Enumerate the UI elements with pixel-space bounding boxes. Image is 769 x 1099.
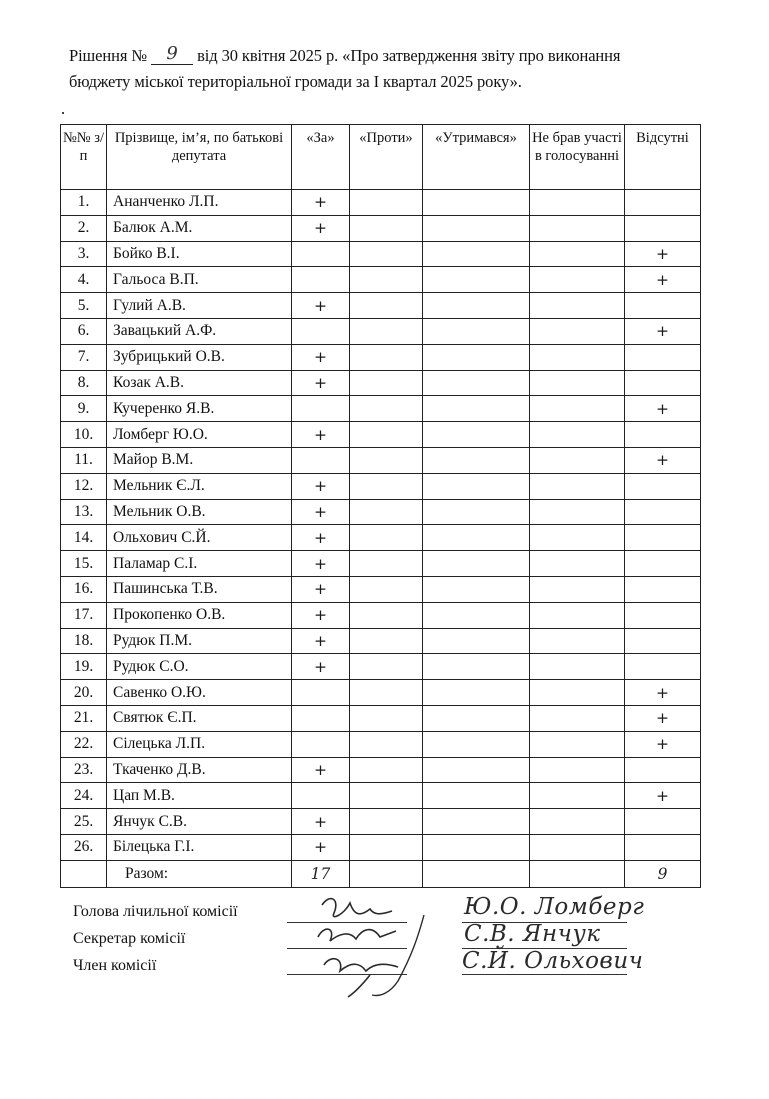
vote-abstain-mark [423, 809, 530, 835]
table-row [61, 705, 701, 731]
table-row [61, 551, 701, 577]
vote-for-mark: + [292, 654, 350, 680]
vote-against-mark [350, 576, 423, 602]
table-row [61, 344, 701, 370]
row-name: Гальоса В.П. [107, 267, 292, 293]
vote-against-mark [350, 318, 423, 344]
vote-abstain-mark [423, 628, 530, 654]
vote-for-mark [292, 241, 350, 267]
secretary-signature [318, 929, 396, 941]
vote-abstain-mark [423, 654, 530, 680]
vote-for-mark [292, 267, 350, 293]
row-name: Ткаченко Д.В. [107, 757, 292, 783]
header-against: «Проти» [350, 125, 423, 190]
member-label: Член комісії [73, 957, 157, 974]
vote-for-mark: + [292, 757, 350, 783]
vote-not-voted-mark [530, 602, 625, 628]
vote-for-mark: + [292, 834, 350, 860]
vote-against-mark [350, 267, 423, 293]
vote-abstain-mark [423, 344, 530, 370]
vote-against-mark [350, 834, 423, 860]
vote-not-voted-mark [530, 370, 625, 396]
vote-for-mark: + [292, 370, 350, 396]
total-for: 17 [292, 860, 350, 887]
row-number: 9. [61, 396, 107, 422]
vote-absent-mark [625, 190, 701, 216]
vote-abstain-mark [423, 370, 530, 396]
row-name: Рудюк П.М. [107, 628, 292, 654]
table-row [61, 499, 701, 525]
vote-not-voted-mark [530, 396, 625, 422]
row-name: Білецька Г.І. [107, 834, 292, 860]
vote-not-voted-mark [530, 293, 625, 319]
vote-against-mark [350, 705, 423, 731]
vote-for-mark [292, 783, 350, 809]
vote-abstain-mark [423, 680, 530, 706]
vote-for-mark: + [292, 628, 350, 654]
vote-abstain-mark [423, 215, 530, 241]
row-name: Зубрицький О.В. [107, 344, 292, 370]
row-name: Паламар С.І. [107, 551, 292, 577]
vote-for-mark [292, 318, 350, 344]
vote-abstain-mark [423, 473, 530, 499]
member-signature [324, 959, 398, 997]
vote-absent-mark: + [625, 318, 701, 344]
header-abstain: «Утримався» [423, 125, 530, 190]
voting-table [60, 124, 701, 888]
heading-line-1 [69, 43, 729, 69]
row-number: 8. [61, 370, 107, 396]
vote-abstain-mark [423, 705, 530, 731]
table-row [61, 267, 701, 293]
row-name: Святюк Є.П. [107, 705, 292, 731]
heading-line-2: бюджету міської територіальної громади за І квартал 2025 року». [69, 72, 522, 91]
vote-absent-mark [625, 628, 701, 654]
row-name: Завацький А.Ф. [107, 318, 292, 344]
vote-for-mark [292, 447, 350, 473]
vote-abstain-mark [423, 447, 530, 473]
vote-for-mark: + [292, 344, 350, 370]
vote-abstain-mark [423, 422, 530, 448]
header-not-voted: Не брав участі в голосуванні [530, 125, 625, 190]
decision-number-field [151, 43, 193, 65]
vote-abstain-mark [423, 576, 530, 602]
vote-against-mark [350, 344, 423, 370]
table-row [61, 422, 701, 448]
table-row [61, 447, 701, 473]
handwritten-signatures [300, 885, 440, 1000]
row-number: 10. [61, 422, 107, 448]
vote-for-mark: + [292, 190, 350, 216]
header-for: «За» [292, 125, 350, 190]
row-number: 25. [61, 809, 107, 835]
row-name: Цап М.В. [107, 783, 292, 809]
row-name: Гулий А.В. [107, 293, 292, 319]
vote-for-mark: + [292, 576, 350, 602]
row-number: 4. [61, 267, 107, 293]
vote-absent-mark: + [625, 680, 701, 706]
total-row [61, 860, 701, 887]
vote-not-voted-mark [530, 834, 625, 860]
vote-not-voted-mark [530, 757, 625, 783]
total-absent: 9 [625, 860, 701, 887]
vote-for-mark [292, 705, 350, 731]
vote-abstain-mark [423, 602, 530, 628]
row-name: Ольхович С.Й. [107, 525, 292, 551]
vote-absent-mark: + [625, 731, 701, 757]
chair-name-handwritten: Ю.О. Ломберг [464, 894, 645, 920]
header-name: Прізвище, ім’я, по батькові депутата [107, 125, 292, 190]
vote-not-voted-mark [530, 344, 625, 370]
secretary-label: Секретар комісії [73, 930, 186, 947]
vote-not-voted-mark [530, 731, 625, 757]
vote-against-mark [350, 680, 423, 706]
vote-not-voted-mark [530, 422, 625, 448]
table-header-row [61, 125, 701, 190]
vote-for-mark: + [292, 602, 350, 628]
table-row [61, 809, 701, 835]
vote-against-mark [350, 654, 423, 680]
vote-against-mark [350, 215, 423, 241]
table-row [61, 241, 701, 267]
vote-absent-mark: + [625, 396, 701, 422]
vote-absent-mark [625, 809, 701, 835]
vote-abstain-mark [423, 731, 530, 757]
vote-abstain-mark [423, 499, 530, 525]
vote-absent-mark: + [625, 447, 701, 473]
row-number: 7. [61, 344, 107, 370]
table-row [61, 680, 701, 706]
row-number: 3. [61, 241, 107, 267]
vote-abstain-mark [423, 783, 530, 809]
row-name: Кучеренко Я.В. [107, 396, 292, 422]
vote-for-mark: + [292, 473, 350, 499]
vote-against-mark [350, 525, 423, 551]
vote-for-mark [292, 680, 350, 706]
row-number: 23. [61, 757, 107, 783]
table-row [61, 757, 701, 783]
row-number: 15. [61, 551, 107, 577]
vote-against-mark [350, 447, 423, 473]
vote-for-mark: + [292, 551, 350, 577]
row-number: 16. [61, 576, 107, 602]
vote-against-mark [350, 422, 423, 448]
vote-against-mark [350, 396, 423, 422]
vote-for-mark: + [292, 499, 350, 525]
table-row [61, 525, 701, 551]
header-absent: Відсутні [625, 125, 701, 190]
header-num: №№ з/п [61, 125, 107, 190]
vote-absent-mark [625, 551, 701, 577]
vote-absent-mark [625, 576, 701, 602]
table-row [61, 293, 701, 319]
row-name: Ломберг Ю.О. [107, 422, 292, 448]
row-number: 14. [61, 525, 107, 551]
row-number: 20. [61, 680, 107, 706]
vote-not-voted-mark [530, 680, 625, 706]
vote-abstain-mark [423, 190, 530, 216]
table-row [61, 731, 701, 757]
row-number: 12. [61, 473, 107, 499]
table-row [61, 190, 701, 216]
row-name: Рудюк С.О. [107, 654, 292, 680]
row-name: Янчук С.В. [107, 809, 292, 835]
vote-absent-mark: + [625, 241, 701, 267]
row-number: 24. [61, 783, 107, 809]
row-number: 17. [61, 602, 107, 628]
vote-against-mark [350, 293, 423, 319]
vote-absent-mark: + [625, 267, 701, 293]
vote-absent-mark [625, 344, 701, 370]
vote-not-voted-mark [530, 705, 625, 731]
table-row [61, 783, 701, 809]
vote-against-mark [350, 602, 423, 628]
vote-absent-mark [625, 757, 701, 783]
vote-for-mark: + [292, 293, 350, 319]
row-name: Майор В.М. [107, 447, 292, 473]
vote-not-voted-mark [530, 525, 625, 551]
vote-absent-mark: + [625, 705, 701, 731]
vote-for-mark [292, 396, 350, 422]
vote-absent-mark [625, 499, 701, 525]
table-row [61, 215, 701, 241]
vote-for-mark: + [292, 215, 350, 241]
vote-against-mark [350, 190, 423, 216]
vote-abstain-mark [423, 757, 530, 783]
total-label: Разом: [107, 860, 292, 887]
row-number: 1. [61, 190, 107, 216]
row-name: Савенко О.Ю. [107, 680, 292, 706]
vote-absent-mark [625, 602, 701, 628]
member-name-handwritten: С.Й. Ольхович [462, 948, 644, 974]
vote-against-mark [350, 628, 423, 654]
vote-not-voted-mark [530, 499, 625, 525]
row-number: 11. [61, 447, 107, 473]
vote-absent-mark [625, 422, 701, 448]
row-name: Сілецька Л.П. [107, 731, 292, 757]
row-number: 18. [61, 628, 107, 654]
vote-not-voted-mark [530, 809, 625, 835]
vote-abstain-mark [423, 551, 530, 577]
table-row [61, 370, 701, 396]
vote-for-mark: + [292, 809, 350, 835]
heading-decision-label: Рішення № [69, 46, 148, 65]
row-number: 2. [61, 215, 107, 241]
heading-date-title: від 30 квітня 2025 р. «Про затвердження звіту про виконання [197, 46, 621, 65]
row-name: Мельник О.В. [107, 499, 292, 525]
vote-abstain-mark [423, 267, 530, 293]
vote-abstain-mark [423, 241, 530, 267]
vote-not-voted-mark [530, 576, 625, 602]
row-name: Мельник Є.Л. [107, 473, 292, 499]
vote-abstain-mark [423, 318, 530, 344]
vote-absent-mark [625, 215, 701, 241]
row-number: 22. [61, 731, 107, 757]
vote-abstain-mark [423, 293, 530, 319]
vote-not-voted-mark [530, 783, 625, 809]
vote-not-voted-mark [530, 267, 625, 293]
vote-absent-mark [625, 654, 701, 680]
vote-for-mark [292, 731, 350, 757]
vote-not-voted-mark [530, 447, 625, 473]
vote-not-voted-mark [530, 473, 625, 499]
row-number: 5. [61, 293, 107, 319]
vote-absent-mark [625, 370, 701, 396]
vote-not-voted-mark [530, 241, 625, 267]
vote-not-voted-mark [530, 215, 625, 241]
vote-against-mark [350, 499, 423, 525]
secretary-name-handwritten: С.В. Янчук [464, 921, 601, 947]
vote-against-mark [350, 370, 423, 396]
vote-absent-mark [625, 473, 701, 499]
chair-signature [322, 899, 392, 917]
vote-against-mark [350, 241, 423, 267]
row-name: Балюк А.М. [107, 215, 292, 241]
table-row [61, 576, 701, 602]
vote-absent-mark: + [625, 783, 701, 809]
table-row [61, 654, 701, 680]
decision-heading [69, 43, 729, 95]
row-number: 19. [61, 654, 107, 680]
table-row [61, 602, 701, 628]
row-name: Прокопенко О.В. [107, 602, 292, 628]
vote-for-mark: + [292, 422, 350, 448]
row-number: 21. [61, 705, 107, 731]
vote-against-mark [350, 809, 423, 835]
vote-absent-mark [625, 293, 701, 319]
vote-for-mark: + [292, 525, 350, 551]
vote-against-mark [350, 783, 423, 809]
row-name: Бойко В.І. [107, 241, 292, 267]
vote-not-voted-mark [530, 628, 625, 654]
vote-against-mark [350, 551, 423, 577]
vote-absent-mark [625, 834, 701, 860]
vote-against-mark [350, 473, 423, 499]
row-name: Пашинська Т.В. [107, 576, 292, 602]
row-number: 26. [61, 834, 107, 860]
member-name-line [462, 974, 627, 975]
vote-not-voted-mark [530, 551, 625, 577]
vote-abstain-mark [423, 396, 530, 422]
vote-against-mark [350, 731, 423, 757]
table-row [61, 628, 701, 654]
chair-label: Голова лічильної комісії [73, 903, 238, 920]
decision-number: 9 [166, 43, 178, 64]
table-row [61, 318, 701, 344]
vote-not-voted-mark [530, 190, 625, 216]
vote-not-voted-mark [530, 318, 625, 344]
table-row [61, 396, 701, 422]
row-name: Козак А.В. [107, 370, 292, 396]
row-number: 13. [61, 499, 107, 525]
table-row [61, 834, 701, 860]
vote-absent-mark [625, 525, 701, 551]
vote-against-mark [350, 757, 423, 783]
vote-abstain-mark [423, 834, 530, 860]
row-name: Ананченко Л.П. [107, 190, 292, 216]
vote-abstain-mark [423, 525, 530, 551]
table-body [61, 190, 701, 861]
stray-dot [62, 112, 64, 114]
vote-not-voted-mark [530, 654, 625, 680]
table-row [61, 473, 701, 499]
row-number: 6. [61, 318, 107, 344]
